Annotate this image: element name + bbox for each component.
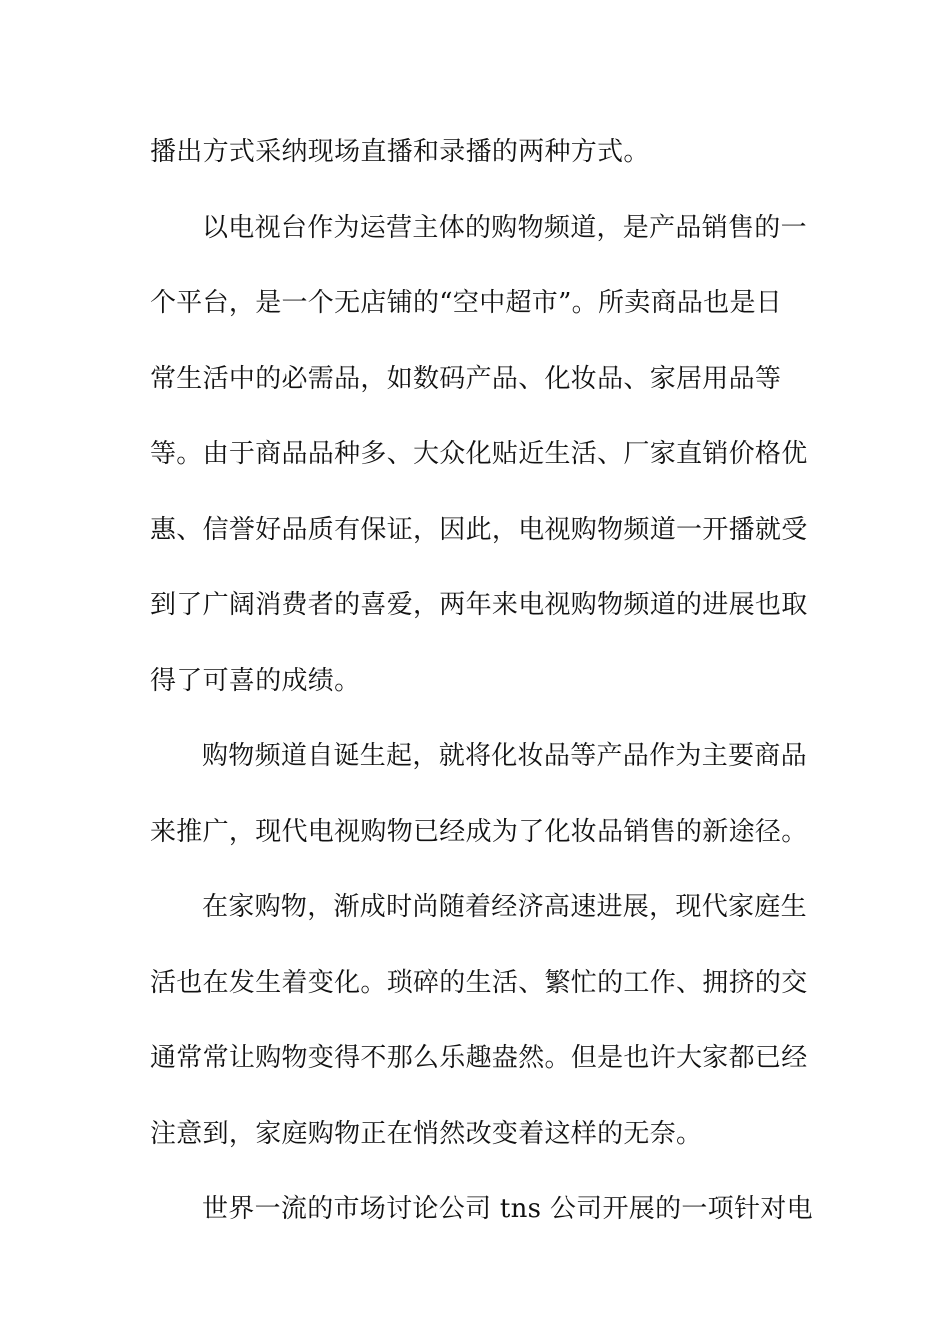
text-line: 等。由于商品品种多、大众化贴近生活、厂家直销价格优: [150, 439, 808, 469]
paragraph-1: [150, 115, 795, 191]
text-line: 通常常让购物变得不那么乐趣盎然。但是也许大家都已经: [150, 1043, 808, 1073]
text-line: 来推广，现代电视购物已经成为了化妆品销售的新途径。: [150, 816, 808, 847]
paragraph-4: [150, 870, 808, 1172]
text-line: 在家购物，渐成时尚随着经济高速进展，现代家庭生: [202, 892, 807, 922]
document-body: [150, 115, 813, 1248]
paragraph-5: [150, 1172, 813, 1248]
paragraph-2: [150, 191, 808, 720]
text-line: 注意到，家庭购物正在悄然改变着这样的无奈。: [150, 1118, 703, 1149]
text-line: 购物频道自诞生起，就将化妆品等产品作为主要商品: [202, 741, 807, 771]
text-line: 个平台，是一个无店铺的“空中超市”。所卖商品也是日: [150, 288, 783, 318]
text-line: 惠、信誉好品质有保证，因此，电视购物频道一开播就受: [150, 514, 808, 545]
text-line: 活也在发生着变化。琐碎的生活、繁忙的工作、拥挤的交: [150, 967, 808, 998]
text-line: 世界一流的市场讨论公司 tns 公司开展的一项针对电: [202, 1194, 813, 1224]
text-line: 到了广阔消费者的喜爱，两年来电视购物频道的进展也取: [150, 590, 808, 620]
text-line: 以电视台作为运营主体的购物频道，是产品销售的一: [202, 212, 807, 243]
text-line: 播出方式采纳现场直播和录播的两种方式。: [150, 137, 650, 167]
text-line: 得了可喜的成绩。: [150, 665, 361, 696]
paragraph-3: [150, 719, 808, 870]
text-line: 常生活中的必需品，如数码产品、化妆品、家居用品等: [150, 363, 782, 394]
